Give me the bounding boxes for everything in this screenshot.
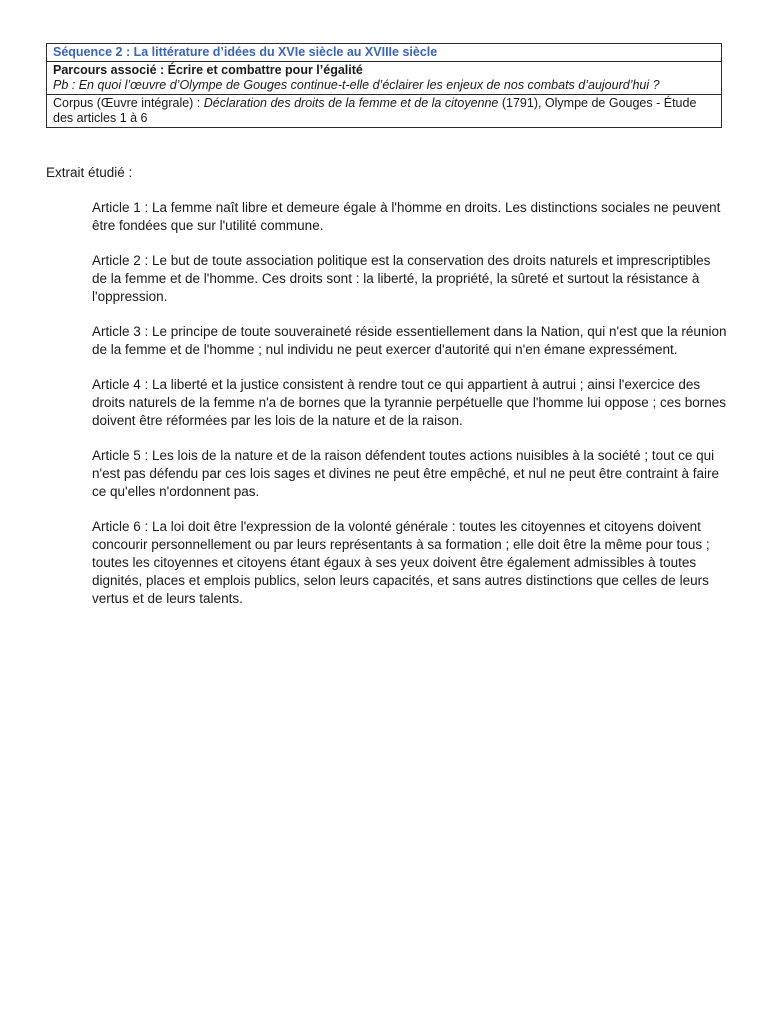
header-row-sequence (47, 44, 722, 62)
parcours-cell (47, 62, 722, 95)
article-2: Article 2 : Le but de toute association politique est la conservation des droits naturels et imprescriptibles de la femme et de l'homme. Ces droits sont : la liberté, la propriété, la sûreté et surtout la résistance à l'oppression. (92, 253, 711, 304)
article-3: Article 3 : Le principe de toute souveraineté réside essentiellement dans la Nation, qui n'est que la réunion de la femme et de l'homme ; nul individu ne peut exercer d'autorité qui n'en émane expressément. (92, 324, 727, 357)
corpus-cell (47, 95, 722, 128)
problematique: Pb : En quoi l’œuvre d’Olympe de Gouges continue-t-elle d’éclairer les enjeux de nos combats d’aujourd’hui ? (53, 78, 660, 92)
sequence-title: Séquence 2 : La littérature d’idées du XVIe siècle au XVIIIe siècle (53, 45, 438, 59)
article-5: Article 5 : Les lois de la nature et de la raison défendent toutes actions nuisibles à la société ; tout ce qui n'est pas défendu par ces lois sages et divines ne peut être empêché, et nul ne peut être contraint à faire ce qu'elles n'ordonnent pas. (92, 448, 719, 499)
header-table (46, 43, 722, 128)
article-1: Article 1 : La femme naît libre et demeure égale à l'homme en droits. Les distinctions sociales ne peuvent être fondées que sur l'utilité commune. (92, 200, 721, 233)
parcours-title: Parcours associé : Écrire et combattre pour l’égalité (53, 63, 363, 77)
corpus-prefix: Corpus (Œuvre intégrale) : (53, 96, 204, 110)
articles-list (92, 199, 728, 625)
corpus-title: Déclaration des droits de la femme et de la citoyenne (203, 96, 499, 110)
header-row-corpus (47, 95, 722, 128)
sequence-cell (47, 44, 722, 62)
header-row-parcours (47, 62, 722, 95)
extrait-label: Extrait étudié : (46, 165, 133, 180)
article-6: Article 6 : La loi doit être l'expression de la volonté générale : toutes les citoyennes et citoyens doivent concourir personnellement ou par leurs représentants à sa formation ; elle doit être la même pour tous ; toutes les citoyennes et citoyens étant égaux à ses yeux doivent être également admissibles à toutes dignités, places et emplois publics, selon leurs capacités, et sans autres distinctions que celles de leurs vertus et de leurs talents. (92, 519, 710, 606)
article-4: Article 4 : La liberté et la justice consistent à rendre tout ce qui appartient à autrui ; ainsi l'exercice des droits naturels de la femme n'a de bornes que la tyrannie perpétuelle que l'homme lui oppose ; ces bornes doivent être réformées par les lois de la nature et de la raison. (92, 377, 727, 428)
corpus-suffix: (1791), Olympe de Gouges - Étude des articles 1 à 6 (53, 96, 697, 125)
